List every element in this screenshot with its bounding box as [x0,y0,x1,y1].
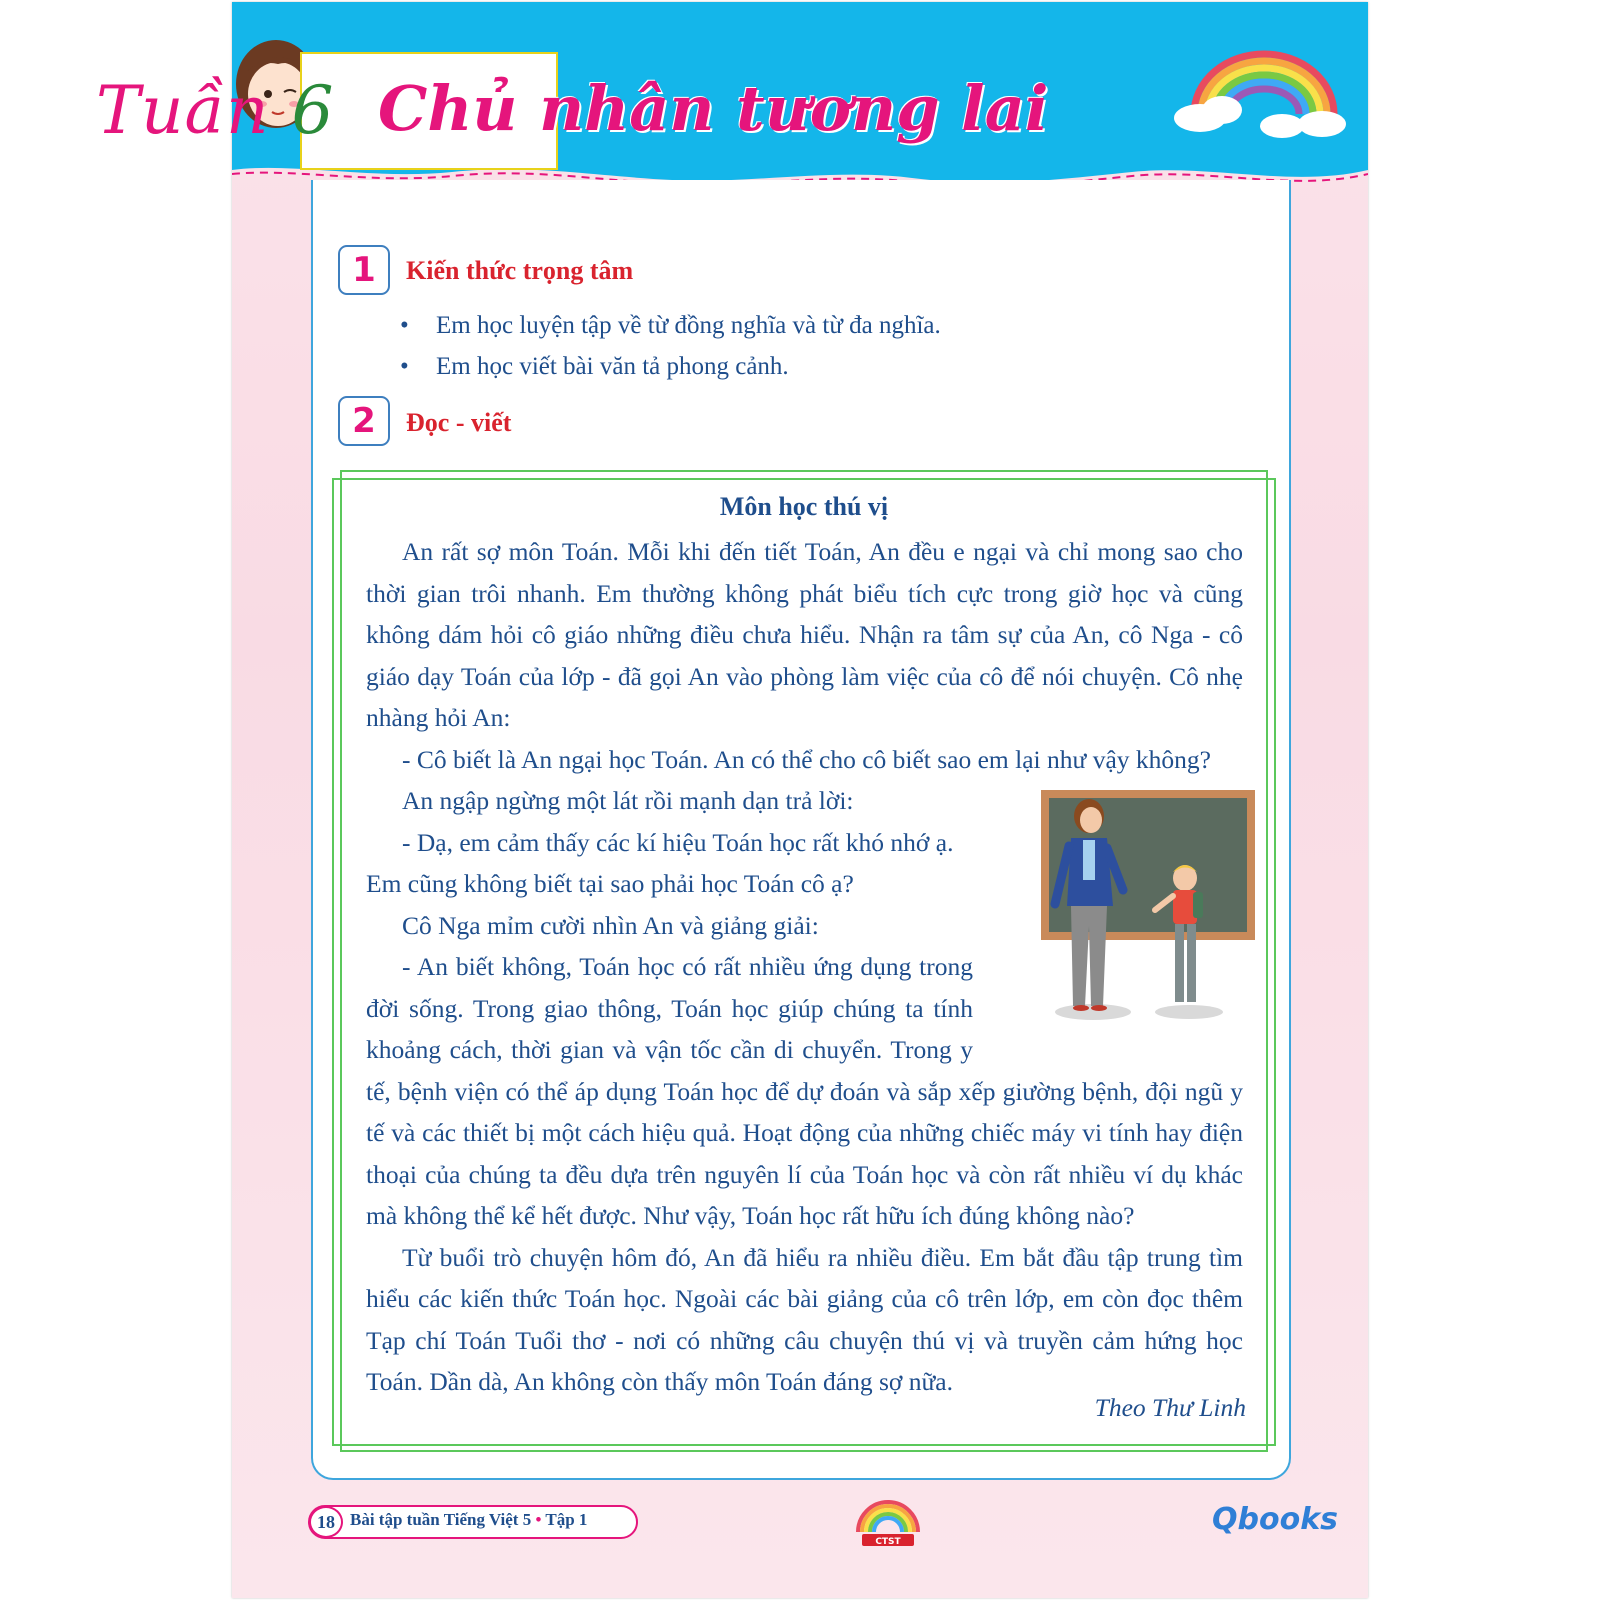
book-title [350,1510,587,1530]
brand-logo: Qbooks [1212,1502,1339,1537]
publisher-rainbow-logo-icon [852,1496,924,1552]
key-point-text: Em học viết bài văn tả phong cảnh. [436,353,789,380]
story-paragraph: - Cô biết là An ngại học Toán. An có thể cho cô biết sao em lại như vậy không? [402,744,1211,774]
story-paragraph: - Dạ, em cảm thấy các kí hiệu Toán học rất khó nhớ ạ. [402,827,954,857]
story-paragraph: Em cũng không biết tại sao phải học Toán cô ạ? [366,869,854,898]
week-word: Tuần [96,72,270,149]
key-point-text: Em học luyện tập về từ đồng nghĩa và từ đa nghĩa. [436,312,941,339]
story-paragraph: An rất sợ môn Toán. Mỗi khi đến tiết Toán, An đều e ngại và chỉ mong sao cho thời gian trôi nhanh. Em thường không phát biểu tích cực trong giờ học và cũng không dám hỏi cô giáo những điều chưa hiểu. Nhận ra tâm sự của An, cô Nga - cô giáo dạy Toán của lớp - đã gọi An vào phòng làm việc của cô để nói chuyện. Cô nhẹ nhàng hỏi An: [366,537,1243,732]
section-1-number-badge: 1 [338,245,390,295]
volume-label: Tập 1 [545,1510,588,1529]
book-title-text: Bài tập tuần Tiếng Việt 5 [350,1510,532,1529]
separator-dot: • [535,1510,542,1529]
key-point-item [400,353,789,381]
story-title: Môn học thú vị [719,492,889,521]
section-2-number-badge: 2 [338,396,390,446]
story-paragraph: An ngập ngừng một lát rồi mạnh dạn trả lời: [402,786,854,815]
story-text [366,531,1243,1403]
chapter-title: Chủ nhân tương lai [378,72,1049,145]
section-2-title: Đọc - viết [406,408,512,437]
story-paragraph: - An biết không, Toán học có rất nhiều ứng dụng trong đời sống. Trong giao thông, Toán học giúp chúng ta tính khoảng cách, thời gian và vận tốc cần di chuyển. Trong y tế, bệnh viện có thể áp dụng Toán học để dự đoán và sắp xếp giường bệnh, đội ngũ y tế và các thiết bị một cách hiệu quả. Hoạt động của những chiếc máy vi tính hay điện thoại của chúng ta đều dựa trên nguyên lí của Toán học và còn rất nhiều ví dụ khác mà không thể kể hết được. Như vậy, Toán học rất hữu ích đúng không nào? [366,952,1243,1230]
section-1-title: Kiến thức trọng tâm [406,256,634,285]
bullet-icon: • [400,353,409,380]
story-paragraph: Cô Nga mỉm cười nhìn An và giảng giải: [402,910,819,940]
key-point-item [400,312,941,340]
teacher-and-student-illustration [985,786,1257,1026]
story-paragraph: Từ buổi trò chuyện hôm đó, An đã hiểu ra nhiều điều. Em bắt đầu tập trung tìm hiểu các kiến thức Toán học. Ngoài các bài giảng của cô trên lớp, em còn đọc thêm Tạp chí Toán Tuổi thơ - nơi có những câu chuyện thú vị và truyền cảm hứng học Toán. Dần dà, An không còn thấy môn Toán đáng sợ nữa. [366,1242,1243,1396]
bullet-icon: • [400,312,409,339]
week-number: 6 [291,72,335,149]
publisher-logo-text: CTST [875,1537,901,1547]
page-number: 18 [309,1506,343,1538]
story-author: Theo Thư Linh [1094,1393,1246,1422]
week-label [96,72,334,149]
